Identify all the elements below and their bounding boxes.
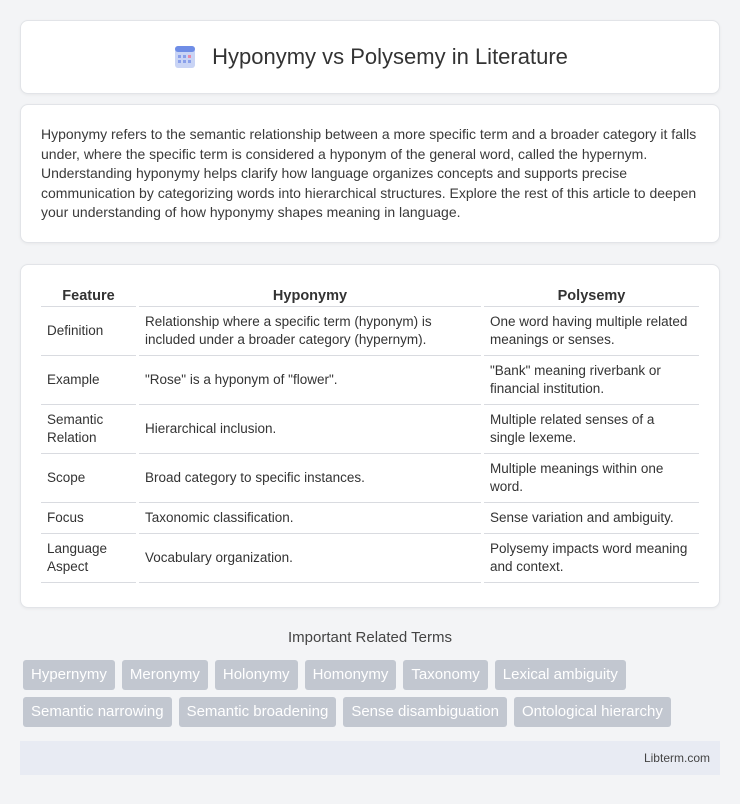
table-row [41, 356, 699, 405]
page-footer [20, 741, 720, 775]
cell-feature: Language Aspect [41, 534, 136, 583]
tag-semantic-broadening[interactable]: Semantic broadening [179, 697, 337, 727]
header-feature: Feature [41, 285, 136, 307]
cell-feature: Focus [41, 503, 136, 534]
comparison-table [38, 285, 702, 583]
tag-lexical-ambiguity[interactable]: Lexical ambiguity [495, 660, 626, 690]
footer-brand[interactable]: Libterm.com [643, 751, 710, 765]
tag-semantic-narrowing[interactable]: Semantic narrowing [23, 697, 172, 727]
header-polysemy: Polysemy [484, 285, 699, 307]
related-tags [20, 660, 720, 727]
tag-hypernymy[interactable]: Hypernymy [23, 660, 115, 690]
tag-homonymy[interactable]: Homonymy [305, 660, 397, 690]
table-row [41, 454, 699, 503]
cell-hyponymy: Broad category to specific instances. [139, 454, 481, 503]
cell-hyponymy: Taxonomic classification. [139, 503, 481, 534]
intro-card [20, 104, 720, 243]
cell-hyponymy: Relationship where a specific term (hyponym) is included under a broader category (hypernym). [139, 307, 481, 356]
document-icon [172, 44, 198, 70]
cell-polysemy: "Bank" meaning riverbank or financial institution. [484, 356, 699, 405]
table-header-row [41, 285, 699, 307]
table-row [41, 405, 699, 454]
header-hyponymy: Hyponymy [139, 285, 481, 307]
comparison-card [20, 264, 720, 608]
cell-hyponymy: Hierarchical inclusion. [139, 405, 481, 454]
cell-hyponymy: "Rose" is a hyponym of "flower". [139, 356, 481, 405]
cell-polysemy: Multiple related senses of a single lexeme. [484, 405, 699, 454]
tag-ontological-hierarchy[interactable]: Ontological hierarchy [514, 697, 671, 727]
table-row [41, 503, 699, 534]
tag-holonymy[interactable]: Holonymy [215, 660, 298, 690]
page-header [20, 20, 720, 94]
table-row [41, 534, 699, 583]
cell-polysemy: Multiple meanings within one word. [484, 454, 699, 503]
tag-taxonomy[interactable]: Taxonomy [403, 660, 487, 690]
cell-hyponymy: Vocabulary organization. [139, 534, 481, 583]
page-title: Hyponymy vs Polysemy in Literature [212, 44, 568, 69]
tag-meronymy[interactable]: Meronymy [122, 660, 208, 690]
cell-polysemy: Sense variation and ambiguity. [484, 503, 699, 534]
table-row [41, 307, 699, 356]
cell-feature: Example [41, 356, 136, 405]
cell-feature: Scope [41, 454, 136, 503]
related-terms [20, 629, 720, 727]
cell-feature: Definition [41, 307, 136, 356]
cell-polysemy: One word having multiple related meanings or senses. [484, 307, 699, 356]
related-terms-title: Important Related Terms [288, 629, 452, 646]
cell-polysemy: Polysemy impacts word meaning and context. [484, 534, 699, 583]
tag-sense-disambiguation[interactable]: Sense disambiguation [343, 697, 507, 727]
cell-feature: Semantic Relation [41, 405, 136, 454]
intro-text: Hyponymy refers to the semantic relationship between a more specific term and a broader category it falls under, where the specific term is considered a hyponym of the general word, called the hypernym. Understanding hyponymy helps clarify how language organizes concepts and supports precise communication by categorizing words into hierarchical structures. Explore the rest of this article to deepen your understanding of how hyponymy shapes meaning in language. [41, 126, 697, 220]
